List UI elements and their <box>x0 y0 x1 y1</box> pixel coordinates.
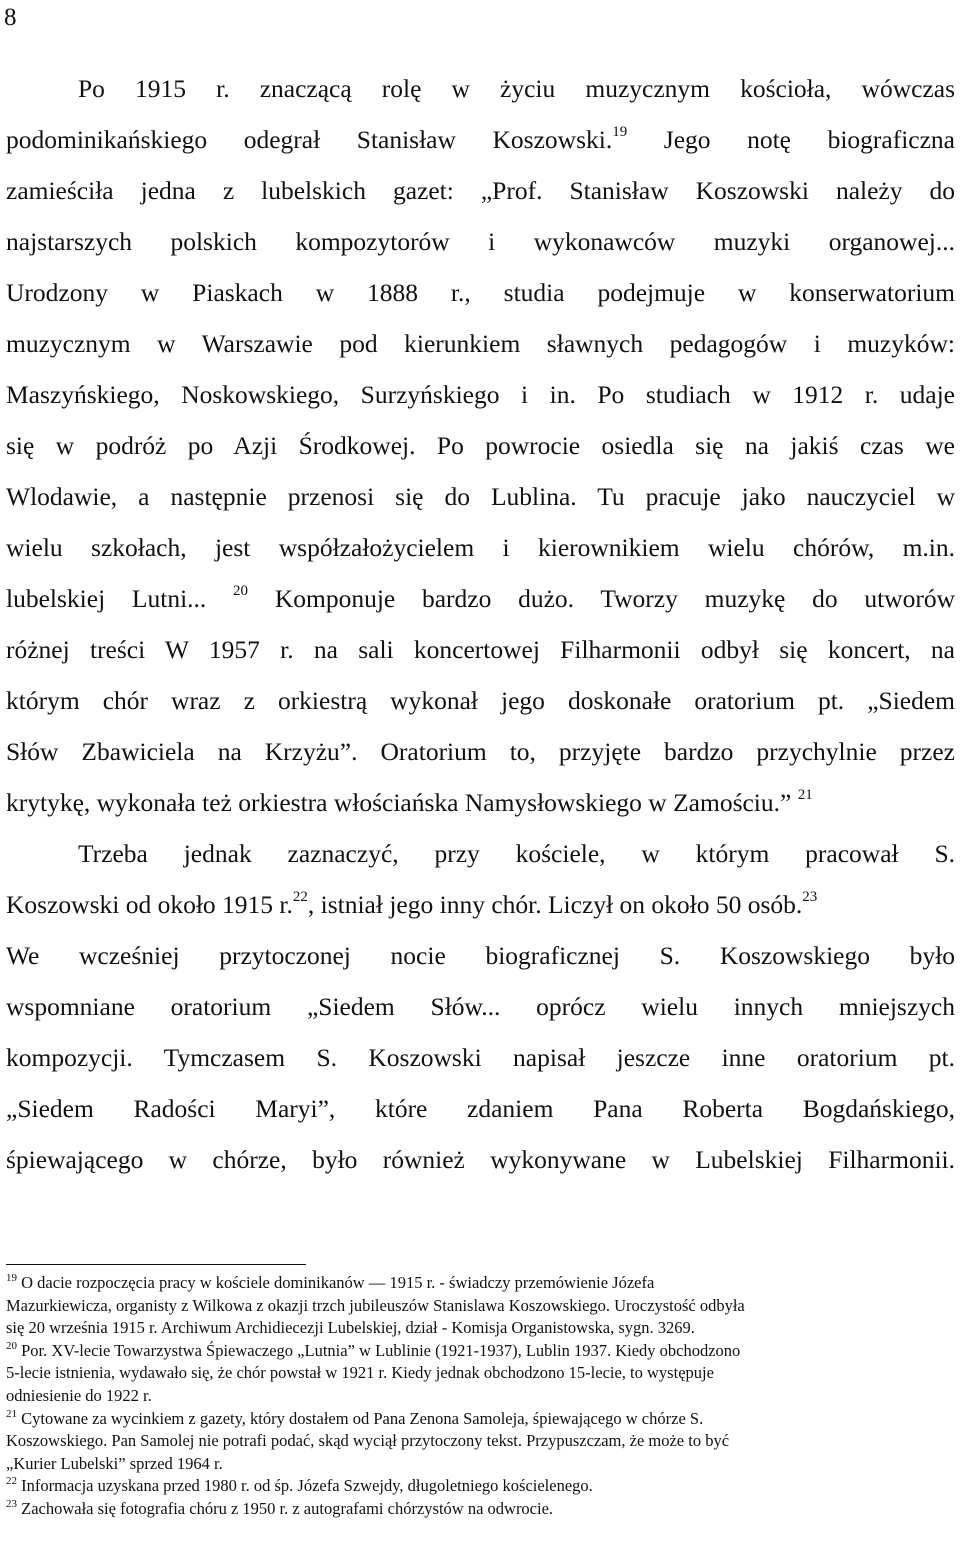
footnote-ref-20: 20 <box>233 583 249 599</box>
text-line <box>6 114 955 165</box>
text-span: Jego notę biograficzna <box>663 125 955 154</box>
text-span: podominikańskiego odegrał Stanisław Koszowski. <box>6 125 613 154</box>
main-text <box>6 63 955 1185</box>
text-line: Urodzony w Piaskach w 1888 r., studia podejmuje w konserwatorium <box>6 278 955 307</box>
footnote-line: Koszowskiego. Pan Samolej nie potrafi podać, skąd wyciął przytoczony tekst. Przypuszczam, że może to być <box>6 1431 730 1451</box>
footnote-text: Cytowane za wycinkiem z gazety, który dostałem od Pana Zenona Samoleja, śpiewającego w chórze S. <box>21 1408 704 1428</box>
footnote-ref-23: 23 <box>802 889 818 905</box>
text-line: Słów Zbawiciela na Krzyżu”. Oratorium to, przyjęte bardzo przychylnie przez <box>6 737 955 766</box>
footnote-text: Zachowała się fotografia chóru z 1950 r. z autografami chórzystów na odwrocie. <box>21 1498 554 1518</box>
text-span: Komponuje bardzo dużo. Tworzy muzykę do utworów <box>274 584 956 613</box>
text-span: Koszowski od około 1915 r. <box>6 890 293 919</box>
footnote-ref-21: 21 <box>797 787 813 803</box>
text-line: Wlodawie, a następnie przenosi się do Lublina. Tu pracuje jako nauczyciel w <box>6 482 955 511</box>
text-line: najstarszych polskich kompozytorów i wykonawców muzyki organowej... <box>6 227 955 256</box>
text-line <box>6 879 955 930</box>
text-line: różnej treści W 1957 r. na sali koncertowej Filharmonii odbył się koncert, na <box>6 635 955 664</box>
footnote-text: Por. XV-lecie Towarzystwa Śpiewaczego „Lutnia” w Lublinie (1921-1937), Lublin 1937. Kiedy obchodzono <box>21 1340 741 1360</box>
footnote-number: 23 <box>6 1497 17 1510</box>
footnotes <box>6 1272 955 1521</box>
text-line: którym chór wraz z orkiestrą wykonał jego doskonałe oratorium pt. „Siedem <box>6 686 955 715</box>
text-line: kompozycji. Tymczasem S. Koszowski napisał jeszcze inne oratorium pt. <box>6 1043 955 1072</box>
text-line: się w podróż po Azji Środkowej. Po powrocie osiedla się na jakiś czas we <box>6 431 955 460</box>
text-line <box>6 777 955 828</box>
footnote-ref-22: 22 <box>292 889 308 905</box>
footnote-number: 20 <box>6 1339 17 1352</box>
text-line: We wcześniej przytoczonej nocie biograficznej S. Koszowskiego było <box>6 941 955 970</box>
text-line: muzycznym w Warszawie pod kierunkiem sławnych pedagogów i muzyków: <box>6 329 955 358</box>
text-span: krytykę, wykonała też orkiestra włościańska Namysłowskiego w Zamościu.” <box>6 788 792 817</box>
text-line: Po 1915 r. znaczącą rolę w życiu muzycznym kościoła, wówczas <box>78 74 955 103</box>
footnote-21 <box>6 1408 955 1431</box>
footnote-number: 22 <box>6 1475 17 1488</box>
footnote-19 <box>6 1272 955 1295</box>
footnote-separator <box>6 1264 306 1265</box>
footnote-line: 5-lecie istnienia, wydawało się, że chór powstał w 1921 r. Kiedy jednak obchodzono 15-lecie, to występuje <box>6 1363 714 1383</box>
footnote-text: O dacie rozpoczęcia pracy w kościele dominikanów — 1915 r. - świadczy przemówienie Józefa <box>21 1273 655 1292</box>
footnote-number: 21 <box>6 1407 17 1420</box>
text-line: śpiewającego w chórze, było również wykonywane w Lubelskiej Filharmonii. <box>6 1145 955 1174</box>
text-line: zamieściła jedna z lubelskich gazet: „Prof. Stanisław Koszowski należy do <box>6 176 955 205</box>
text-line: Maszyńskiego, Noskowskiego, Surzyńskiego i in. Po studiach w 1912 r. udaje <box>6 380 955 409</box>
footnote-22 <box>6 1475 955 1498</box>
footnote-line: się 20 września 1915 r. Archiwum Archidiecezji Lubelskiej, dział - Komisja Organistowska, sygn. 3269. <box>6 1318 695 1338</box>
footnote-line: Mazurkiewicza, organisty z Wilkowa z okazji trzch jubileuszów Stanislawa Koszowskiego. Uroczystość odbyła <box>6 1295 745 1315</box>
footnote-20 <box>6 1340 955 1363</box>
footnote-line: odniesienie do 1922 r. <box>6 1385 152 1405</box>
footnote-ref-19: 19 <box>612 124 628 140</box>
footnote-text: Informacja uzyskana przed 1980 r. od śp. Józefa Szwejdy, długoletniego kościelenego. <box>21 1476 593 1496</box>
page-number: 8 <box>4 4 17 31</box>
text-span: , istniał jego inny chór. Liczył on około 50 osób. <box>307 890 803 919</box>
text-line <box>6 573 955 624</box>
text-line: wspomniane oratorium „Siedem Słów... oprócz wielu innych mniejszych <box>6 992 955 1021</box>
footnote-23 <box>6 1498 955 1521</box>
text-line: wielu szkołach, jest współzałożycielem i kierownikiem wielu chórów, m.in. <box>6 533 955 562</box>
text-line: Trzeba jednak zaznaczyć, przy kościele, w którym pracował S. <box>78 839 955 868</box>
footnote-line: „Kurier Lubelski” sprzed 1964 r. <box>6 1453 223 1473</box>
text-line: „Siedem Radości Maryi”, które zdaniem Pana Roberta Bogdańskiego, <box>6 1094 955 1123</box>
text-span: lubelskiej Lutni... <box>6 584 207 613</box>
footnote-number: 19 <box>6 1272 17 1284</box>
